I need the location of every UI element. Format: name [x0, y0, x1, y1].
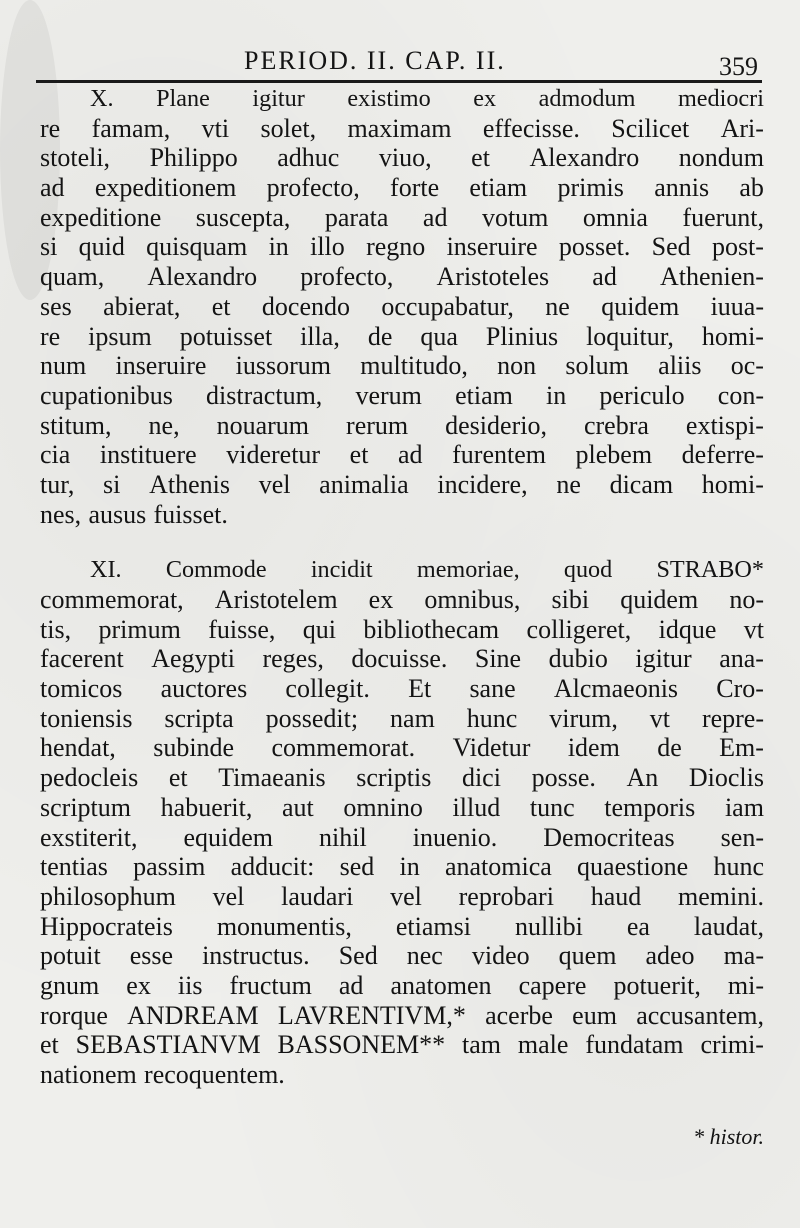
text-line: rorque ANDREAM LAVRENTIVM,* acerbe eum accusantem, [40, 1000, 764, 1030]
text-line: scriptum habuerit, aut omnino illud tunc temporis iam [40, 792, 764, 822]
body-text [40, 84, 764, 1090]
text-line: cia instituere videretur et ad furentem plebem deferre- [40, 440, 764, 470]
text-line: ad expeditionem profecto, forte etiam primis annis ab [40, 173, 764, 203]
paragraph-xi [40, 555, 764, 1089]
text-line: stitum, ne, nouarum rerum desiderio, crebra extispi- [40, 410, 764, 440]
text-line: si quid quisquam in illo regno inseruire posset. Sed post- [40, 232, 764, 262]
text-line: XI. Commode incidit memoriae, quod STRABO* [90, 556, 764, 584]
text-line: tur, si Athenis vel animalia incidere, ne dicam homi- [40, 469, 764, 499]
text-line: tomicos auctores collegit. Et sane Alcmaeonis Cro- [40, 674, 764, 704]
running-head-title: PERIOD. II. CAP. II. [244, 46, 506, 75]
text-line: X. Plane igitur existimo ex admodum mediocri [90, 85, 764, 112]
text-line: nationem recoquentem. [40, 1060, 285, 1089]
text-line: re ipsum potuisset illa, de qua Plinius loquitur, homi- [40, 321, 764, 351]
footnote: * histor. [693, 1124, 764, 1149]
text-line: re famam, vti solet, maximam effecisse. Scilicet Ari- [40, 113, 764, 143]
text-line: facerent Aegypti reges, docuisse. Sine dubio igitur ana- [40, 644, 764, 674]
text-line: num inseruire iussorum multitudo, non solum aliis oc- [40, 351, 764, 381]
text-line: expeditione suscepta, parata ad votum omnia fuerunt, [40, 202, 764, 232]
text-line: et SEBASTIANVM BASSONEM** tam male fundatam crimi- [40, 1030, 764, 1060]
header-rule [36, 80, 762, 83]
text-line: tis, primum fuisse, qui bibliothecam colligeret, idque vt [40, 614, 764, 644]
paragraph-x [40, 84, 764, 529]
text-line: exstiterit, equidem nihil inuenio. Democriteas sen- [40, 822, 764, 852]
text-line: philosophum vel laudari vel reprobari haud memini. [40, 881, 764, 911]
text-line: ses abierat, et docendo occupabatur, ne quidem iuua- [40, 291, 764, 321]
text-line: stoteli, Philippo adhuc viuo, et Alexandro nondum [40, 143, 764, 173]
text-line: tentias passim adducit: sed in anatomica quaestione hunc [40, 852, 764, 882]
text-line: cupationibus distractum, verum etiam in periculo con- [40, 380, 764, 410]
running-head [36, 40, 762, 84]
page-number: 359 [719, 52, 758, 81]
text-line: potuit esse instructus. Sed nec video quem adeo ma- [40, 941, 764, 971]
text-line: pedocleis et Timaeanis scriptis dici posse. An Dioclis [40, 763, 764, 793]
paragraph-gap [40, 529, 764, 555]
text-line: nes, ausus fuisset. [40, 499, 228, 529]
text-line: quam, Alexandro profecto, Aristoteles ad Athenien- [40, 262, 764, 292]
text-line: toniensis scripta possedit; nam hunc virum, vt repre- [40, 703, 764, 733]
text-line: commemorat, Aristotelem ex omnibus, sibi quidem no- [40, 585, 764, 614]
text-line: hendat, subinde commemorat. Videtur idem de Em- [40, 733, 764, 763]
text-line: gnum ex iis fructum ad anatomen capere potuerit, mi- [40, 970, 764, 1000]
text-line: Hippocrateis monumentis, etiamsi nullibi ea laudat, [40, 911, 764, 941]
